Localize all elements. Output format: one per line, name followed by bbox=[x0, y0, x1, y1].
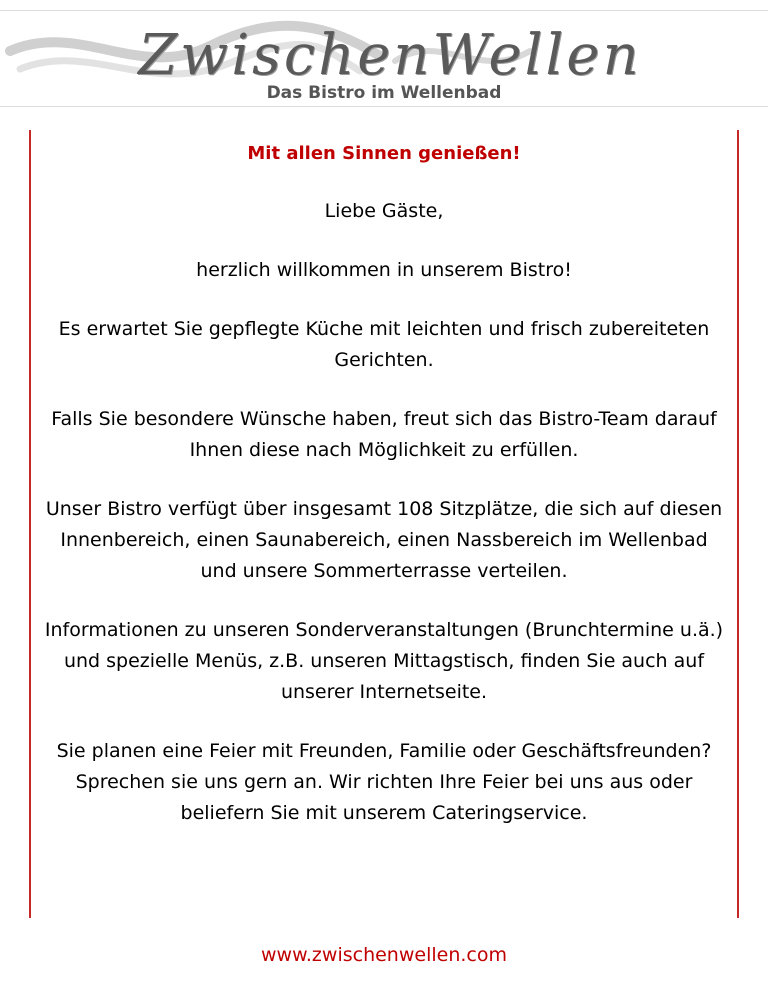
welcome-paragraph: herzlich willkommen in unserem Bistro! bbox=[196, 259, 572, 281]
website-link[interactable]: www.zwischenwellen.com bbox=[261, 944, 507, 966]
right-border-rule bbox=[737, 130, 739, 918]
logo-banner bbox=[0, 10, 768, 107]
wishes-paragraph: Falls Sie besondere Wünsche haben, freut sich das Bistro-Team darauf Ihnen diese nach Möglichkeit zu erfüllen. bbox=[51, 408, 717, 461]
logo-subtitle: Das Bistro im Wellenbad bbox=[266, 83, 502, 103]
welcome-text-block bbox=[40, 140, 728, 857]
greeting-paragraph: Liebe Gäste, bbox=[324, 200, 444, 222]
page-headline: Mit allen Sinnen genießen! bbox=[247, 143, 521, 164]
left-border-rule bbox=[29, 130, 31, 918]
seating-paragraph: Unser Bistro verfügt über insgesamt 108 Sitzplätze, die sich auf diesen Innenbereich, einen Saunabereich, einen Nassbereich im Wellenbad und unsere Sommerterrasse verteilen. bbox=[45, 498, 723, 582]
kitchen-paragraph: Es erwartet Sie gepflegte Küche mit leichten und frisch zubereiteten Gerichten. bbox=[58, 318, 710, 371]
party-paragraph: Sie planen eine Feier mit Freunden, Familie oder Geschäftsfreunden? Sprechen sie uns gern an. Wir richten Ihre Feier bei uns aus oder beliefern Sie mit unserem Cateringservice. bbox=[56, 740, 712, 824]
events-paragraph: Informationen zu unseren Sonderveranstaltungen (Brunchtermine u.ä.) und spezielle Menüs, z.B. unseren Mittagstisch, finden Sie auch auf unserer Internetseite. bbox=[44, 619, 724, 703]
logo-title: ZwischenWellen bbox=[138, 23, 642, 88]
